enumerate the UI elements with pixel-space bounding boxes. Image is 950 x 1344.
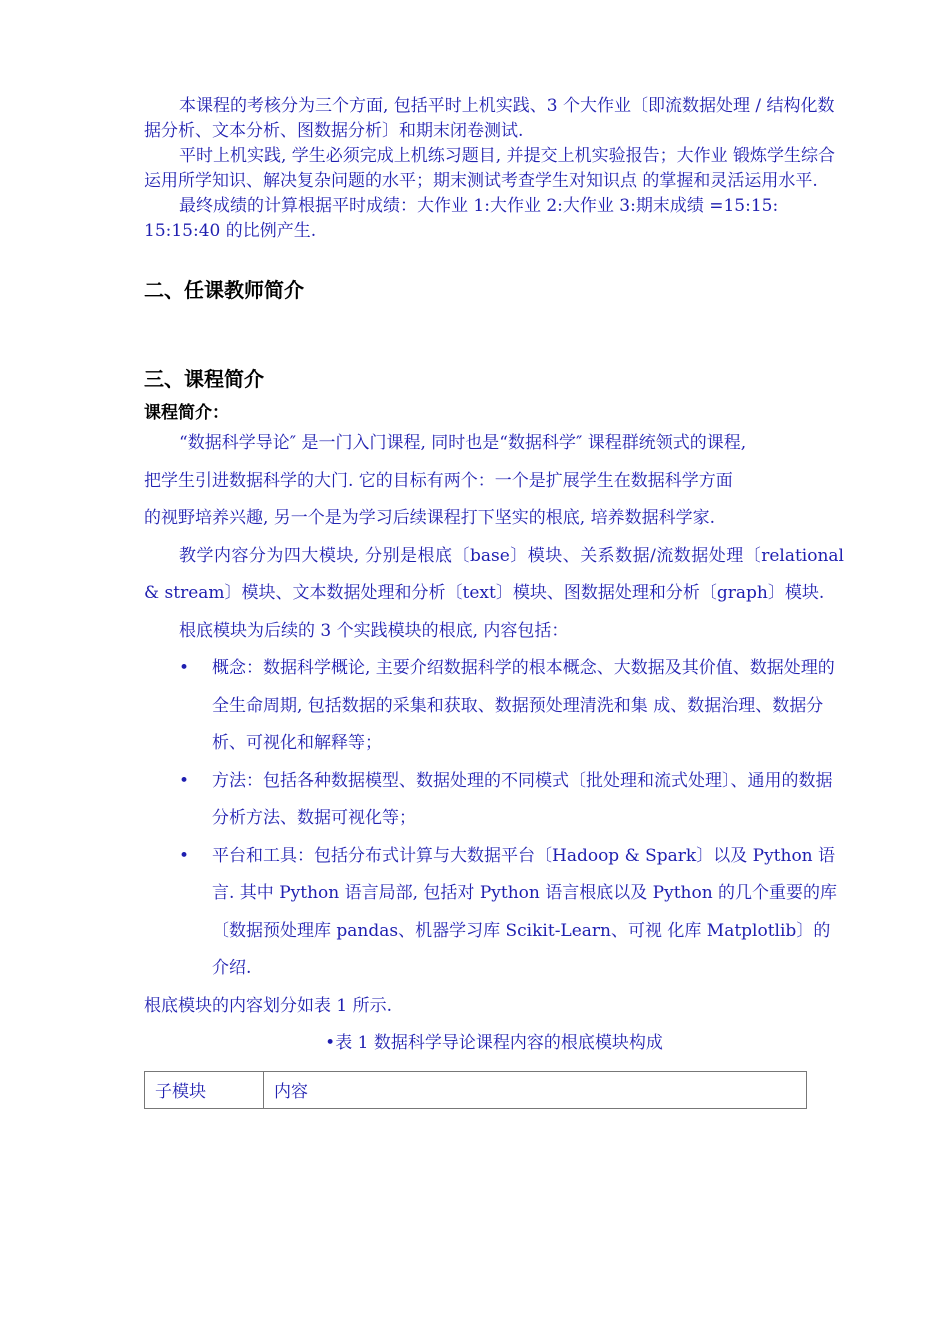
table-header-cell: 内容	[264, 1071, 807, 1108]
bullet-icon: •	[179, 845, 190, 866]
content-bullet-list	[144, 650, 844, 988]
base-module-intro: 根底模块为后续的 3 个实践模块的根底, 内容包括：	[179, 620, 569, 641]
assessment-paragraph-1: 本课程的考核分为三个方面, 包括平时上机实践、3 个大作业〔即流数据处理 / 结构化数据分析、文本分析、图数据分析〕和期末闭卷测试.	[144, 96, 835, 141]
assessment-paragraph-2: 平时上机实践, 学生必须完成上机练习题目, 并提交上机实验报告；大作业 锻炼学生综合运用所学知识、解决复杂问题的水平；期末测试考查学生对知识点 的掌握和灵活运用水平.	[144, 146, 836, 191]
table-reference: 根底模块的内容划分如表 1 所示.	[144, 995, 393, 1016]
modules-paragraph: 教学内容分为四大模块, 分别是根底〔base〕模块、关系数据/流数据处理〔relational & stream〕模块、文本数据处理和分析〔text〕模块、图数据处理和分析〔graph〕模块.	[144, 545, 844, 603]
base-module-table	[144, 1071, 807, 1109]
table-header-row	[145, 1071, 807, 1108]
intro-line-2: 把学生引进数据科学的大门. 它的目标有两个：一个是扩展学生在数据科学方面	[144, 470, 733, 491]
table-caption: •表 1 数据科学导论课程内容的根底模块构成	[325, 1033, 663, 1053]
bullet-text: 方法：包括各种数据模型、数据处理的不同模式〔批处理和流式处理〕、通用的数据分析方法、数据可视化等；	[212, 770, 833, 828]
course-intro-subheading: 课程简介：	[144, 403, 229, 423]
bullet-item-platform	[144, 838, 844, 988]
bullet-icon: •	[179, 658, 190, 678]
section-3-heading: 三、课程简介	[144, 367, 264, 391]
bullet-item-method	[144, 763, 844, 838]
intro-line-1: “数据科学导论″ 是一门入门课程, 同时也是“数据科学″ 课程群统领式的课程,	[179, 433, 747, 453]
bullet-text: 平台和工具：包括分布式计算与大数据平台〔Hadoop & Spark〕以及 Python 语言. 其中 Python 语言局部, 包括对 Python 语言根底以及 Python 的几个重要的库〔数据预处理库 pandas、机器学习库 Scikit-Learn、可视 化库 Matplotlib〕的介绍.	[212, 845, 838, 978]
bullet-item-concept	[144, 650, 844, 763]
assessment-paragraph-3: 最终成绩的计算根据平时成绩：大作业 1:大作业 2:大作业 3:期末成绩 =15:15: 15:15:40 的比例产生.	[144, 196, 779, 241]
bullet-icon: •	[179, 770, 190, 791]
document-page	[144, 94, 844, 1109]
course-intro-block	[144, 425, 844, 538]
intro-line-3: 的视野培养兴趣, 另一个是为学习后续课程打下坚实的根底, 培养数据科学家.	[144, 508, 716, 528]
table-header-cell: 子模块	[145, 1071, 264, 1108]
bullet-text: 概念：数据科学概论, 主要介绍数据科学的根本概念、大数据及其价值、数据处理的全生命周期, 包括数据的采集和获取、数据预处理清洗和集 成、数据治理、数据分析、可视化和解释等；	[212, 658, 835, 753]
section-2-heading: 二、任课教师简介	[144, 278, 304, 302]
